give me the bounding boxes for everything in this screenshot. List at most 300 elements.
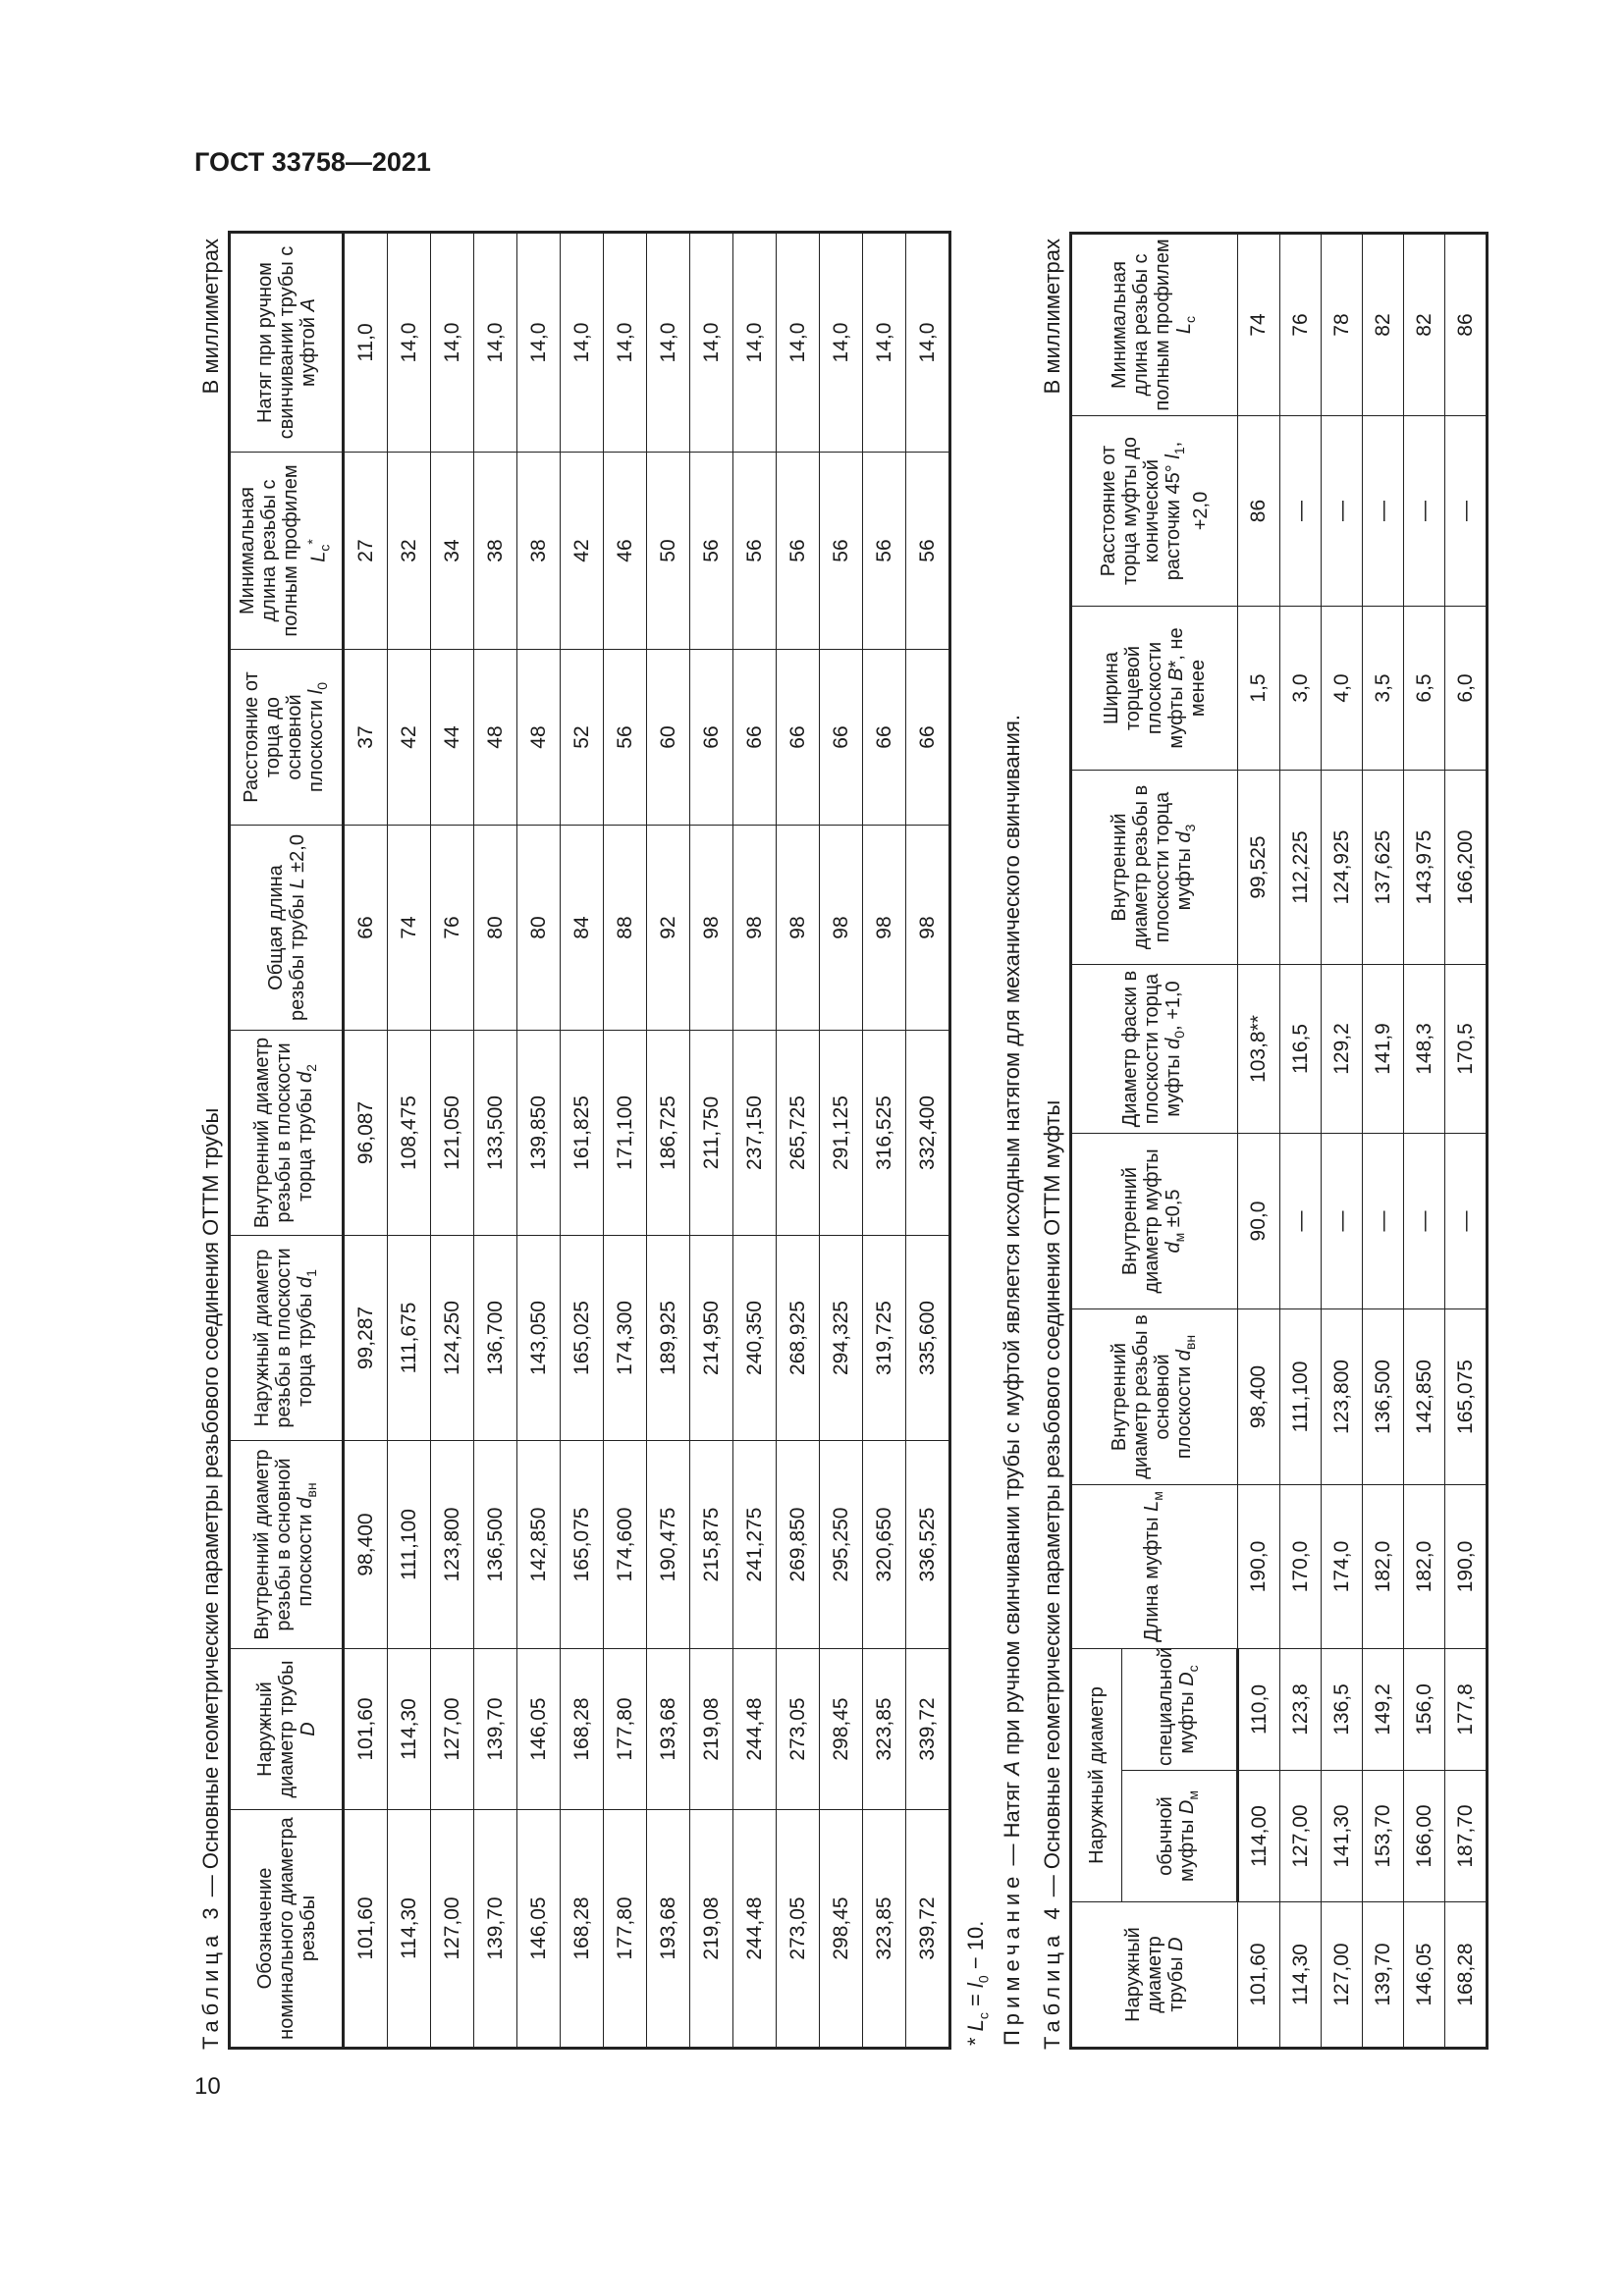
table-cell: 121,050 [431,1031,474,1236]
table3-label: Таблица 3 [198,1902,223,2050]
table-row [690,233,733,2049]
table-cell: 146,05 [517,1649,561,1810]
table-cell: 66 [863,650,906,826]
table-row [604,233,647,2049]
table-row [733,233,777,2049]
table-cell: 189,925 [647,1236,690,1441]
column-header [230,453,344,650]
table-cell: 190,0 [1238,1485,1280,1649]
text-run: L [1141,1500,1163,1512]
table-cell: 174,0 [1322,1485,1363,1649]
table-cell: 193,68 [647,1649,690,1810]
table-cell: 332,400 [906,1031,950,1236]
table-cell: 98 [820,826,863,1031]
table-cell: 98 [777,826,820,1031]
table-cell: 149,2 [1363,1649,1404,1771]
table-cell: 335,600 [906,1236,950,1441]
text-run: *, не менее [1165,627,1209,718]
table-cell: 46 [604,453,647,650]
table-row [344,233,388,2049]
text-run: , +1,0 [1163,981,1184,1031]
table-cell: 101,60 [344,1649,388,1810]
table-row [474,233,517,2049]
table-cell: 14,0 [777,233,820,453]
column-header [230,1031,344,1236]
table-cell: 42 [388,650,431,826]
table-cell: 319,725 [863,1236,906,1441]
table3-units: В миллиметрах [198,239,223,395]
table-cell: 56 [906,453,950,650]
table-cell: 48 [517,650,561,826]
table-row [863,233,906,2049]
table-cell: 66 [733,650,777,826]
table-cell: 273,05 [777,1810,820,2049]
table3-note [998,235,1027,2046]
text-run: d [294,1497,316,1509]
table-cell: — [1445,416,1488,607]
table-cell: — [1322,1134,1363,1309]
table-cell: 215,875 [690,1441,733,1649]
table-cell: 14,0 [906,233,950,453]
table-cell: 161,825 [561,1031,604,1236]
table-cell: 323,85 [863,1810,906,2049]
text-run: 0 [1171,1030,1187,1039]
table-cell: 219,08 [690,1649,733,1810]
text-run: L [286,878,308,889]
note-text [1000,715,1024,1872]
table-cell: 74 [1238,234,1280,416]
table-cell: 90,0 [1238,1134,1280,1309]
text-run: c [975,2012,992,2020]
table-cell: 98,400 [1238,1309,1280,1485]
table-cell: 82 [1363,234,1404,416]
table-cell: 50 [647,453,690,650]
table-cell: 76 [1280,234,1322,416]
table3-block [190,235,1027,2050]
table-cell: 182,0 [1404,1485,1445,1649]
table-cell: 187,70 [1445,1771,1488,1902]
table-cell: 142,850 [1404,1309,1445,1485]
table-cell: 108,475 [388,1031,431,1236]
column-header [230,1810,344,2049]
column-header [230,233,344,453]
table4 [1069,232,1489,2050]
text-run: 0 [975,1975,992,1984]
table-cell: 56 [604,650,647,826]
table-cell: 92 [647,826,690,1031]
table-cell: 143,975 [1404,771,1445,965]
table-cell: 14,0 [604,233,647,453]
column-header [1071,234,1238,416]
column-header [1071,1485,1238,1649]
column-group-header: Наружный диаметр [1071,1649,1122,1902]
text-run: D [1176,1799,1198,1815]
table-cell: 166,200 [1445,771,1488,965]
column-header [230,1649,344,1810]
text-run: * [963,2031,988,2046]
text-run: 3 [1182,824,1198,832]
table-cell: 323,85 [863,1649,906,1810]
table-cell: 177,80 [604,1649,647,1810]
column-header [1071,1309,1238,1485]
table-cell: 171,100 [604,1031,647,1236]
table-cell: 141,30 [1322,1771,1363,1902]
text-run: Ширина торцевой плоскости муфты [1101,641,1187,749]
table-cell: 170,5 [1445,965,1488,1134]
table-cell: 6,5 [1404,607,1445,771]
table-cell: 339,72 [906,1649,950,1810]
table-cell: 96,087 [344,1031,388,1236]
table-cell: 48 [474,650,517,826]
table-cell: 136,700 [474,1236,517,1441]
table-row [431,233,474,2049]
column-header [230,826,344,1031]
table-cell: 124,250 [431,1236,474,1441]
table-cell: 168,28 [1445,1902,1488,2049]
table-cell: 52 [561,650,604,826]
table-cell: 237,150 [733,1031,777,1236]
text-run: * [304,539,321,545]
table-cell: 214,950 [690,1236,733,1441]
table-cell: 111,100 [388,1441,431,1649]
table-row [820,233,863,2049]
table-cell: — [1404,1134,1445,1309]
table-cell: 66 [690,650,733,826]
table-cell: 129,2 [1322,965,1363,1134]
text-run: d [1163,1038,1184,1049]
table-cell: — [1280,1134,1322,1309]
text-run: Внутренний диаметр резьбы в плоскости торца трубы [250,1037,316,1229]
table-cell: 269,850 [777,1441,820,1649]
table-row [517,233,561,2049]
table-cell: 14,0 [647,233,690,453]
text-run: c [316,544,333,552]
table-cell: — [1280,416,1322,607]
table-cell: 98 [906,826,950,1031]
text-run: м [1171,1232,1187,1243]
table-cell: — [1363,416,1404,607]
table-cell: 56 [690,453,733,650]
table-cell: 66 [820,650,863,826]
table-cell: 14,0 [388,233,431,453]
table-cell: 84 [561,826,604,1031]
table-cell: 14,0 [733,233,777,453]
table-cell: 336,525 [906,1441,950,1649]
text-run: 1 [302,1269,319,1277]
table-cell: 56 [733,453,777,650]
table-cell: 339,72 [906,1810,950,2049]
text-run: ±2,0 [286,834,308,879]
table-cell: 182,0 [1363,1485,1404,1649]
table-cell: 86 [1445,234,1488,416]
table-cell: — [1404,416,1445,607]
table-cell: 80 [517,826,561,1031]
text-run: , +2,0 [1163,441,1212,531]
table-cell: 14,0 [431,233,474,453]
table-cell: 142,850 [517,1441,561,1649]
table-cell: 111,100 [1280,1309,1322,1485]
text-run: d [1163,1242,1184,1254]
table-cell: 294,325 [820,1236,863,1441]
table-cell: 170,0 [1280,1485,1322,1649]
text-run: Наружный диаметр резьбы в плоскости торца трубы [250,1248,316,1428]
text-run: Обозначение номинального диаметра резьбы [253,1817,319,2040]
table-cell: 244,48 [733,1810,777,2049]
text-run: L [307,551,330,562]
table-cell: 4,0 [1322,607,1363,771]
table-cell: 168,28 [561,1649,604,1810]
table-cell: 141,9 [1363,965,1404,1134]
table-cell: 241,275 [733,1441,777,1649]
text-run: м [1185,1790,1201,1800]
table-cell: 153,70 [1363,1771,1404,1902]
text-run: 2 [302,1064,319,1072]
text-run: L [963,2019,988,2032]
table-cell: 114,30 [388,1649,431,1810]
table-cell: 98 [690,826,733,1031]
column-header [1071,965,1238,1134]
table-cell: 80 [474,826,517,1031]
table-cell: 139,70 [474,1649,517,1810]
table-cell: 166,00 [1404,1771,1445,1902]
text-run: Наружный диаметр трубы [253,1660,298,1798]
table-row [1280,234,1322,2049]
table-cell: 44 [431,650,474,826]
table-cell: 110,0 [1238,1649,1280,1771]
table-cell: 111,675 [388,1236,431,1441]
table-cell: 6,0 [1445,607,1488,771]
text-run: D [1165,1937,1187,1951]
table-cell: 298,45 [820,1649,863,1810]
table-cell: 56 [777,453,820,650]
text-run: = [963,1987,988,2013]
table-cell: 14,0 [863,233,906,453]
table-cell: 98,400 [344,1441,388,1649]
table-cell: 114,30 [1280,1902,1322,2049]
text-run: d [294,1276,316,1288]
table-cell: — [1322,416,1363,607]
table-cell: 146,05 [517,1810,561,2049]
table-cell: 273,05 [777,1649,820,1810]
text-run: 1 [1171,447,1187,455]
table-cell: 291,125 [820,1031,863,1236]
table-cell: 66 [906,650,950,826]
table-cell: 127,00 [431,1649,474,1810]
table-cell: 38 [517,453,561,650]
table-cell: 320,650 [863,1441,906,1649]
text-run: вн [1182,1334,1198,1351]
table-cell: 14,0 [820,233,863,453]
table-cell: 11,0 [344,233,388,453]
column-header [230,1441,344,1649]
table-cell: 14,0 [561,233,604,453]
table-cell: 186,725 [647,1031,690,1236]
table3-footnotes [961,235,1027,2050]
table-cell: 32 [388,453,431,650]
table-cell: 165,025 [561,1236,604,1441]
text-run: обычной муфты [1155,1796,1198,1882]
table-cell: 60 [647,650,690,826]
table-cell: 265,725 [777,1031,820,1236]
table-cell: 101,60 [1238,1902,1280,2049]
column-header [1071,416,1238,607]
table3 [228,231,951,2050]
text-run: Наружный диаметр трубы [1122,1927,1187,2022]
table-cell: 168,28 [561,1810,604,2049]
text-run: L [1173,322,1195,335]
text-run: − 10. [963,1920,988,1976]
document-header: ГОСТ 33758—2021 [194,147,431,177]
page-number: 10 [194,2073,221,2100]
text-run: вн [302,1482,319,1498]
table-cell: 139,850 [517,1031,561,1236]
text-run: м [1150,1491,1165,1501]
table-cell: 190,0 [1445,1485,1488,1649]
table-row [647,233,690,2049]
table4-units: В миллиметрах [1040,239,1064,395]
table-cell: 38 [474,453,517,650]
text-run: Внутренний диаметр муфты [1119,1148,1163,1294]
text-run: Внутренний диаметр резьбы в основной плоскости [1109,1314,1195,1479]
table4-caption [1040,1100,1065,2050]
text-run: Общая длина резьбы трубы [264,865,308,1021]
table-cell: 240,350 [733,1236,777,1441]
table-cell: 148,3 [1404,965,1445,1134]
table-cell: 123,800 [1322,1309,1363,1485]
table-cell: 143,050 [517,1236,561,1441]
table-cell: 298,45 [820,1810,863,2049]
table-cell: 136,500 [474,1441,517,1649]
table-cell: 137,625 [1363,771,1404,965]
text-run: Расстояние от торца муфты до конической расточки 45° [1098,437,1184,585]
table-cell: 14,0 [474,233,517,453]
table-cell: 177,80 [604,1810,647,2049]
text-run: специальной муфты [1155,1646,1198,1766]
table-row [1363,234,1404,2049]
table-cell: 127,00 [431,1810,474,2049]
table-row [1404,234,1445,2049]
table-cell: 316,525 [863,1031,906,1236]
table-cell: 42 [561,453,604,650]
text-run: Натяг при ручном свинчивании трубы с муфтой [253,245,319,440]
table-cell: 78 [1322,234,1363,416]
text-run: B [1165,667,1187,681]
column-header [230,1236,344,1441]
text-run: Минимальная длина резьбы с полным профилем [237,464,302,637]
table-cell: 56 [820,453,863,650]
table-cell: 88 [604,826,647,1031]
table4-label: Таблица 4 [1040,1902,1064,2050]
table-cell: 123,8 [1280,1649,1322,1771]
text-run: — Натяг [1000,1775,1025,1872]
text-run: A [1000,1760,1025,1776]
text-run: d [294,1071,316,1083]
table-cell: 37 [344,650,388,826]
table-cell: 133,500 [474,1031,517,1236]
text-run: при ручном свинчивании трубы с муфтой является исходным натягом для механического свинчивания. [1000,715,1025,1761]
table-cell: 14,0 [517,233,561,453]
column-header [1071,607,1238,771]
table-cell: 136,500 [1363,1309,1404,1485]
table-cell: 27 [344,453,388,650]
table3-title: — Основные геометрические параметры резьбового соединения ОТТМ трубы [198,1107,223,1903]
note-label: Примечание [1000,1871,1025,2046]
table-cell: 127,00 [1280,1771,1322,1902]
text-run: l [304,689,327,695]
table-cell: 165,075 [561,1441,604,1649]
table-cell: 66 [344,826,388,1031]
table-cell: 123,800 [431,1441,474,1649]
text-run: l [1163,454,1184,459]
table-cell: 3,5 [1363,607,1404,771]
text-run: D [297,1722,319,1736]
text-run: A [297,298,319,312]
text-run: Внутренний диаметр резьбы в основной плоскости [250,1449,316,1640]
column-header [1071,1134,1238,1309]
table-row [1238,234,1280,2049]
table-cell: 295,250 [820,1441,863,1649]
table-row [1445,234,1488,2049]
text-run: l [963,1983,988,1988]
table-row [561,233,604,2049]
table-cell: 139,70 [474,1810,517,2049]
table-cell: 114,30 [388,1810,431,2049]
table-cell: 76 [431,826,474,1031]
table-cell: 103,8** [1238,965,1280,1134]
table-cell: — [1445,1134,1488,1309]
table-cell: 1,5 [1238,607,1280,771]
text-run: Расстояние от торца до основной плоскости [240,671,327,803]
table-cell: 66 [777,650,820,826]
table-cell: 98 [863,826,906,1031]
table-cell: 114,00 [1238,1771,1280,1902]
table-cell: 146,05 [1404,1902,1445,2049]
text-run: Внутренний диаметр резьбы в плоскости торца муфты [1109,784,1195,950]
text-run: ±0,5 [1163,1189,1184,1233]
table-cell: 82 [1404,234,1445,416]
table-cell: 56 [863,453,906,650]
table-cell: 101,60 [344,1810,388,2049]
table-cell: 177,8 [1445,1649,1488,1771]
text-run: Длина муфты [1141,1511,1163,1642]
table-cell: 86 [1238,416,1280,607]
text-run: d [1173,1350,1195,1362]
table-cell: 136,5 [1322,1649,1363,1771]
text-run: Минимальная длина резьбы с полным профилем [1109,239,1173,411]
table-cell: 99,525 [1238,771,1280,965]
table-cell: 219,08 [690,1810,733,2049]
text-run: c [1185,1665,1201,1673]
table-cell: 190,475 [647,1441,690,1649]
table-cell: 3,0 [1280,607,1322,771]
table-cell: 98 [733,826,777,1031]
column-header [1071,771,1238,965]
table-cell: — [1363,1134,1404,1309]
table-cell: 124,925 [1322,771,1363,965]
column-header [230,650,344,826]
table-cell: 74 [388,826,431,1031]
table-cell: 139,70 [1363,1902,1404,2049]
column-header [1122,1646,1238,1771]
table4-block [1032,235,1489,2050]
text-run: d [1173,831,1195,843]
table-row [906,233,950,2049]
table-cell: 156,0 [1404,1649,1445,1771]
table-cell: 127,00 [1322,1902,1363,2049]
table-cell: 174,600 [604,1441,647,1649]
table-cell: 14,0 [690,233,733,453]
column-header [1071,1902,1238,2049]
